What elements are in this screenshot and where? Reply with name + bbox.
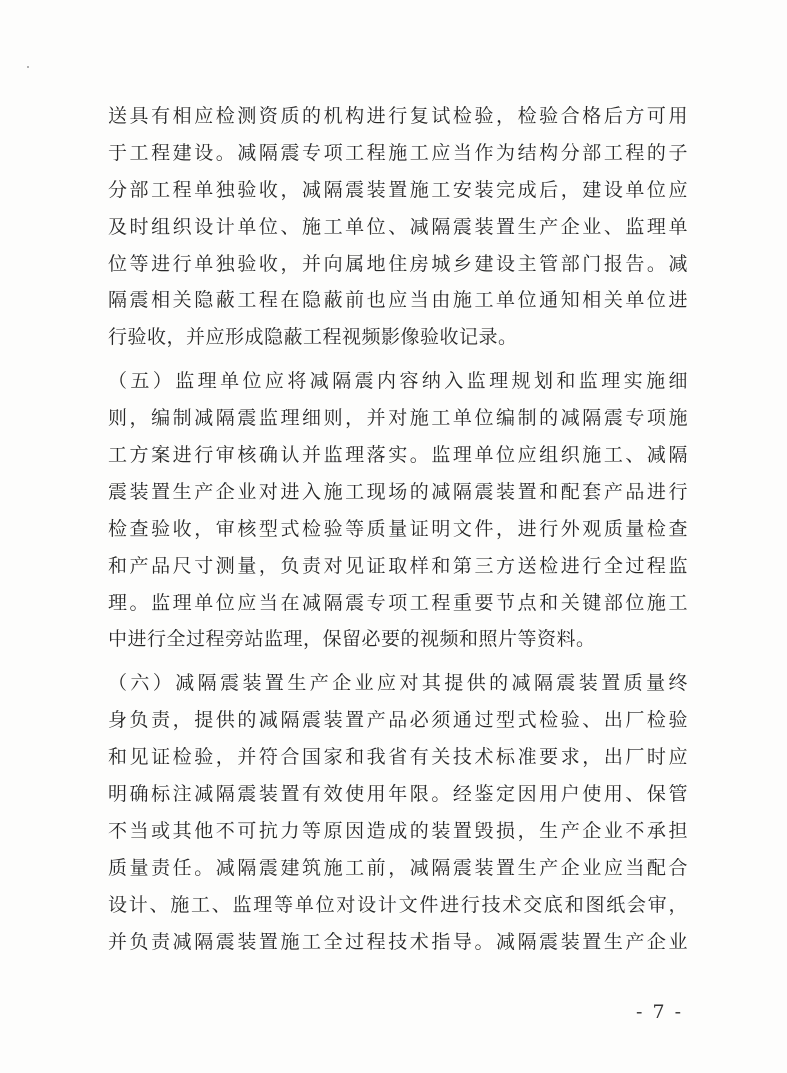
- paragraph-1-line-7: 行验收，并应形成隐蔽工程视频影像验收记录。: [108, 326, 518, 349]
- paragraph-2-line-2: 则，编制减隔震监理细则，并对施工单位编制的减隔震专项施: [108, 407, 688, 430]
- scan-speck: [27, 66, 29, 68]
- paragraph-3-line-2: 身负责，提供的减隔震装置产品必须通过型式检验、出厂检验: [108, 709, 688, 732]
- paragraph-3-line-6: 质量责任。减隔震建筑施工前，减隔震装置生产企业应当配合: [108, 856, 688, 879]
- paragraph-3-line-7: 设计、施工、监理等单位对设计文件进行技术交底和图纸会审，: [108, 893, 688, 916]
- paragraph-3-line-1: （六）减隔震装置生产企业应对其提供的减隔震装置质量终: [108, 672, 688, 695]
- paragraph-3-line-4: 明确标注减隔震装置有效使用年限。经鉴定因用户使用、保管: [108, 783, 688, 806]
- paragraph-1-line-2: 于工程建设。减隔震专项工程施工应当作为结构分部工程的子: [108, 141, 688, 164]
- paragraph-2-line-4: 震装置生产企业对进入施工现场的减隔震装置和配套产品进行: [108, 480, 688, 503]
- page-number: - 7 -: [636, 1001, 684, 1023]
- paragraph-2-line-5: 检查验收，审核型式检验等质量证明文件，进行外观质量检查: [108, 517, 688, 540]
- paragraph-1-line-6: 隔震相关隐蔽工程在隐蔽前也应当由施工单位通知相关单位进: [108, 289, 688, 312]
- paragraph-3-line-3: 和见证检验，并符合国家和我省有关技术标准要求，出厂时应: [108, 746, 688, 769]
- paragraph-3-line-5: 不当或其他不可抗力等原因造成的装置毁损，生产企业不承担: [108, 819, 688, 842]
- body-text: [108, 98, 688, 960]
- paragraph-1-line-3: 分部工程单独验收，减隔震装置施工安装完成后，建设单位应: [108, 178, 688, 201]
- paragraph-1-line-1: 送具有相应检测资质的机构进行复试检验，检验合格后方可用: [108, 105, 688, 127]
- paragraph-2-line-3: 工方案进行审核确认并监理落实。监理单位应组织施工、减隔: [108, 444, 688, 467]
- paragraph-1-line-4: 及时组织设计单位、施工单位、减隔震装置生产企业、监理单: [108, 215, 688, 238]
- paragraph-3-line-8: 并负责减隔震装置施工全过程技术指导。减隔震装置生产企业: [108, 930, 688, 953]
- paragraph-2-line-6: 和产品尺寸测量，负责对见证取样和第三方送检进行全过程监: [108, 554, 688, 577]
- paragraph-1-line-5: 位等进行单独验收，并向属地住房城乡建设主管部门报告。减: [108, 252, 688, 275]
- paragraph-2-line-7: 理。监理单位应当在减隔震专项工程重要节点和关键部位施工: [108, 591, 688, 614]
- paragraph-2-line-8: 中进行全过程旁站监理，保留必要的视频和照片等资料。: [108, 628, 596, 651]
- paragraph-2-line-1: （五）监理单位应将减隔震内容纳入监理规划和监理实施细: [108, 370, 688, 393]
